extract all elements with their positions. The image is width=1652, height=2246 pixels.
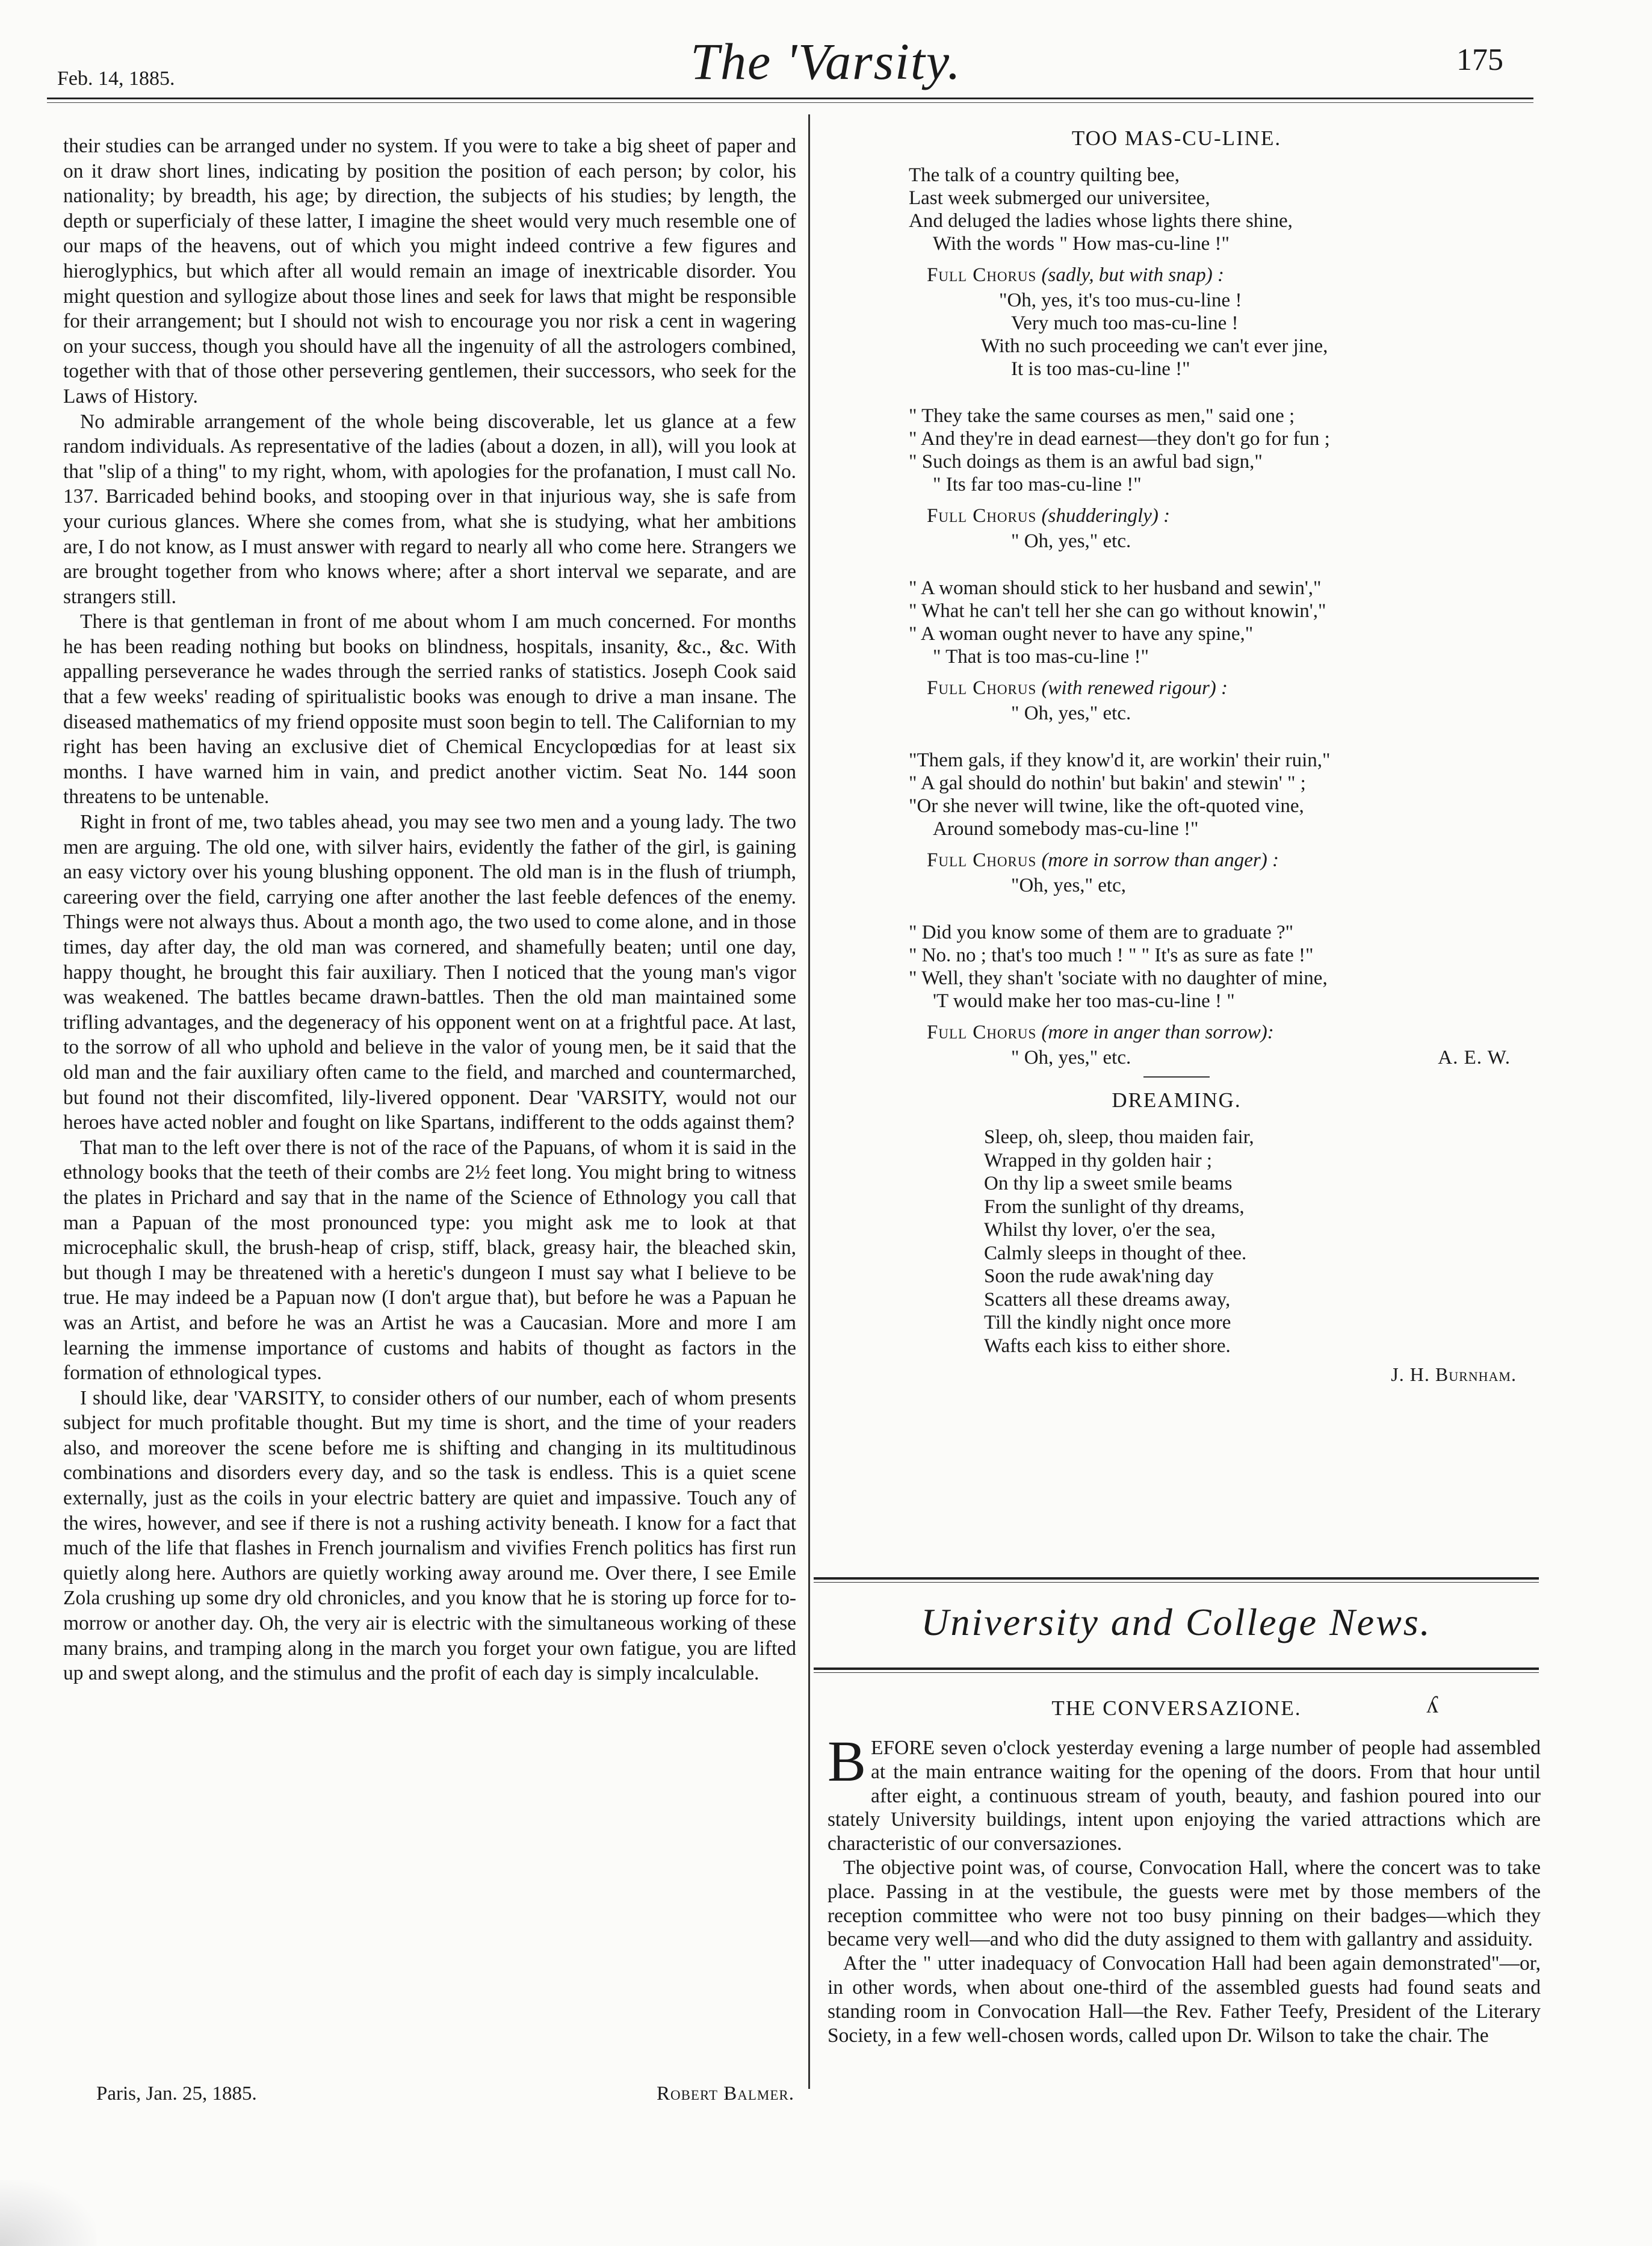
poem-line: " Did you know some of them are to graduate ?": [909, 922, 1294, 943]
check-mark-icon: ʎ: [1426, 1691, 1438, 1718]
chorus-direction: (more in anger than sorrow):: [1041, 1022, 1274, 1043]
paper-wear-mark: [0, 2180, 96, 2246]
poem-line: " A gal should do nothin' but bakin' and stewin' " ;: [909, 772, 1306, 794]
section-rule-bottom: [814, 1667, 1539, 1670]
poem-line: The talk of a country quilting bee,: [909, 164, 1180, 186]
poem-line: Till the kindly night once more: [984, 1312, 1231, 1333]
chorus-heading: [927, 849, 1535, 872]
chorus-heading: [927, 264, 1535, 287]
article-paragraph: The objective point was, of course, Convocation Hall, where the concert was to take place. Passing in at the vestibule, the guests were met by those members of the reception committee who were not too busy pinning on their badges—which they became very well—and who did the duty assigned to them with gallantry and assiduity.: [828, 1856, 1541, 1951]
poem-line: Wafts each kiss to either shore.: [984, 1335, 1231, 1357]
header-rule: [47, 98, 1533, 99]
poem-attribution: J. H. Burnham.: [1391, 1363, 1517, 1385]
poem-line: From the sunlight of thy dreams,: [984, 1196, 1245, 1218]
header-rule-thin: [47, 102, 1533, 103]
chorus-heading: [927, 504, 1535, 527]
chorus-line: "Oh, yes, it's too mus-cu-line !: [999, 290, 1242, 311]
article-paragraph: Right in front of me, two tables ahead, you may see two men and a young lady. The two men are arguing. The old one, with silver hairs, evidently the father of the girl, is gaining an easy victory over his young blushing opponent. The old man is in the flush of triumph, careering over the field, carrying one after another the last feeble defences of the enemy. Things were not always thus. About a month ago, the two used to come alone, and in those times, day after day, the old man was cornered, and shamefully beaten; until one day, happy thought, he brought this fair auxiliary. Then I noticed that the young man's vigor was weakened. The battles became drawn-battles. Then the old man maintained some trifling advantages, and the degeneracy of his opponent went on at a frightful pace. At last, to the sorrow of all who uphold and believe in the valor of young men, be it said that the old man and the fair auxiliary often came to the field, and marched and countermarched, but found not their discomfited, lily-livered opponent. Dear 'VARSITY, would not our heroes have acted nobler and fought on like Spartans, indifferent to the odds against them?: [63, 811, 796, 1134]
poem-line: " And they're in dead earnest—they don't go for fun ;: [909, 428, 1330, 450]
chorus-line: [909, 1046, 1535, 1069]
chorus-line: It is too mas-cu-line !": [1011, 358, 1190, 380]
article-paragraph: That man to the left over there is not of the race of the Papuans, of whom it is said in the ethnology books that the teeth of their combs are 2½ feet long. You might bring to witness the plates in Prichard and say that in the name of the Science of Ethnology you call that man a Papuan of the most pronounced type: you might ask me to look at that microcephalic skull, the brush-heap of crisp, stiff, black, greasy hair, the bleached skin, but though I may be threatened with a heretic's dungeon I must say what I believe to be true. He may indeed be a Papuan now (I don't argue that), but before he was a Papuan he was an Artist, and before he was an Artist he was a Caucasian. More and more I am learning the immense importance of customs and habits of thought as factors in the formation of ethnological types.: [63, 1136, 796, 1385]
poem-line: 'T would make her too mas-cu-line ! ": [933, 990, 1235, 1012]
article-paragraph: their studies can be arranged under no system. If you were to take a big sheet of paper and on it draw short lines, indicating by position the position of each person; by color, his nationality; by breadth, his age; by direction, the subjects of his studies; by length, the depth or superficialy of these latter, I imagine the sheet would very much resemble one of our maps of the heavens, out of which you might indeed contrive a few figures and hieroglyphics, but which after all would remain an image of inextricable disorder. You might question and syllogize about those lines and seek for laws that might be responsible for their arrangement; but I should not wish to encourage you nor risk a cent in wagering on your success, though you should have all the ingenuity of all the astrologers combined, together with that of those other persevering gentlemen, their successors, who seek for the Laws of History.: [63, 135, 796, 408]
masthead-title: The 'Varsity.: [690, 33, 962, 90]
poem-line: Soon the rude awak'ning day: [984, 1265, 1214, 1287]
poem-title: TOO MAS-CU-LINE.: [1071, 126, 1282, 150]
chorus-direction: (sadly, but with snap) :: [1041, 264, 1224, 286]
section-rule-top: [814, 1577, 1539, 1580]
chorus-label: Full Chorus: [927, 1022, 1037, 1043]
chorus-label: Full Chorus: [927, 677, 1037, 699]
chorus-line: " Oh, yes," etc.: [1011, 530, 1131, 552]
chorus-line: " Oh, yes," etc.: [1011, 703, 1131, 724]
poem-line: "Them gals, if they know'd it, are workin' their ruin,": [909, 749, 1331, 771]
poem-line: With the words " How mas-cu-line !": [933, 233, 1230, 255]
page-number: 175: [1456, 43, 1503, 77]
issue-date: Feb. 14, 1885.: [57, 67, 175, 90]
news-article-body: [828, 1729, 1541, 2047]
chorus-line: "Oh, yes," etc,: [1011, 875, 1126, 896]
chorus-label: Full Chorus: [927, 849, 1037, 871]
article-paragraph: I should like, dear 'VARSITY, to consider others of our number, each of whom presents subject for much profitable thought. But my time is short, and the time of your readers also, and moreover the scene before me is shifting and changing in its multitudinous combinations and disorders every day, and so the task is endless. This is a quiet scene externally, just as the coils in your electric battery are quiet and impassive. Touch any of the wires, however, and see if there is not a rushing activity beneath. I know for a fact that much of the life that flashes in French journalism and vivifies French politics has first run quietly along here. Authors are quietly working away around me. Over there, I see Emile Zola crushing up some dry old chronicles, and you know that he is storing up force for to-morrow or another day. Oh, the very air is electric with the simultaneous working of these many brains, and tramping along in the march you forget your own fatigue, you are lifted up and swept along, and the stimulus and the profit of each day is simply incalculable.: [63, 1386, 796, 1685]
article-paragraph: No admirable arrangement of the whole being discoverable, let us glance at a few random individuals. As representative of the ladies (about a dozen, in all), will you look at that "slip of a thing" to my right, whom, with apologies for the profanation, I must call No. 137. Barricaded behind books, and stooping over in that injurious way, she is safe from your curious glances. Where she comes from, what she is studying, what her ambitions are, I do not know, as I must answer with regard to nearly all who come here. Strangers we are brought together from who knows where; after a short interval we separate, and are strangers still.: [63, 410, 796, 608]
poem-line: " What he can't tell her she can go without knowin',": [909, 600, 1326, 622]
signature-author: Robert Balmer.: [656, 2083, 794, 2105]
poem-line: " A woman ought never to have any spine,": [909, 623, 1254, 645]
poem-line: Calmly sleeps in thought of thee.: [984, 1242, 1247, 1264]
poem-line: On thy lip a sweet smile beams: [984, 1173, 1233, 1194]
poem-too-masculine: [909, 164, 1535, 1069]
section-heading: University and College News.: [921, 1601, 1432, 1643]
poem-line: "Or she never will twine, like the oft-quoted vine,: [909, 795, 1304, 817]
poem-line: Around somebody mas-cu-line !": [933, 818, 1199, 840]
chorus-label: Full Chorus: [927, 505, 1037, 527]
chorus-line: Very much too mas-cu-line !: [1011, 312, 1239, 334]
section-rule-top-thin: [814, 1582, 1539, 1583]
poem-line: " A woman should stick to her husband and sewin',": [909, 577, 1322, 599]
poem-line: " Its far too mas-cu-line !": [933, 474, 1142, 495]
chorus-direction: (with renewed rigour) :: [1041, 677, 1228, 699]
poem-separator: [1143, 1076, 1210, 1078]
article-paragraph: There is that gentleman in front of me about whom I am much concerned. For months he has been reading nothing but books on blindness, hospitals, insanity, &c., &c. With appalling perseverance he wades through the serried ranks of statistics. Joseph Cook said that a few weeks' reading of spiritualistic books was enough to drive a man insane. The diseased mathematics of my friend opposite must soon begin to tell. The Californian to my right has been having an exclusive diet of Chemical Encyclopœdias for at least six months. I have warned him in vain, and predict another victim. Seat No. 144 soon threatens to be untenable.: [63, 610, 796, 808]
poem-line: Wrapped in thy golden hair ;: [984, 1149, 1212, 1171]
poem-attribution: A. E. W.: [1438, 1047, 1511, 1069]
section-rule-bottom-thin: [814, 1672, 1539, 1673]
poem-line: " No. no ; that's too much ! " " It's as sure as fate !": [909, 945, 1314, 966]
poem-line: Whilst thy lover, o'er the sea,: [984, 1219, 1216, 1241]
chorus-label: Full Chorus: [927, 264, 1037, 286]
right-column-poems: [818, 126, 1535, 1386]
signature-place-date: Paris, Jan. 25, 1885.: [96, 2083, 257, 2105]
poem-line: Scatters all these dreams away,: [984, 1288, 1231, 1311]
poem-line: And deluged the ladies whose lights there shine,: [909, 210, 1293, 232]
drop-cap: B: [828, 1729, 867, 1793]
article-paragraph: After the " utter inadequacy of Convocation Hall had been again demonstrated"—or, in other words, when about one-third of the assembled guests had found seats and standing room in Convocation Hall—the Rev. Father Teefy, President of the Literary Society, in a few well-chosen words, called upon Dr. Wilson to take the chair. The: [828, 1952, 1541, 2047]
poem-line: Last week submerged our universitee,: [909, 187, 1210, 209]
paragraph-text: EFORE seven o'clock yesterday evening a large number of people had assembled at the main entrance waiting for the opening of the doors. From that hour until after eight, a continuous stream of youth, beauty, and fashion poured into our stately University buildings, intent upon enjoying the varied attractions which are characteristic of our conversaziones.: [828, 1737, 1541, 1855]
poem-line: " Such doings as them is an awful bad sign,": [909, 451, 1263, 473]
article-paragraph: [828, 1729, 1541, 1856]
poem-line: " Well, they shan't 'sociate with no daughter of mine,: [909, 967, 1328, 989]
chorus-line-text: " Oh, yes," etc.: [1011, 1047, 1131, 1069]
poem-line: " That is too mas-cu-line !": [933, 646, 1149, 668]
poem-line: " They take the same courses as men," said one ;: [909, 405, 1295, 427]
poem-line: Sleep, oh, sleep, thou maiden fair,: [984, 1126, 1254, 1148]
chorus-heading: [927, 677, 1535, 700]
news-article-title: THE CONVERSAZIONE.: [1051, 1696, 1302, 1720]
poem-title: DREAMING.: [1112, 1088, 1242, 1112]
chorus-direction: (more in sorrow than anger) :: [1041, 849, 1279, 871]
chorus-line: With no such proceeding we can't ever jine,: [981, 335, 1328, 357]
column-divider: [808, 114, 810, 2089]
left-column-article: [63, 134, 796, 1686]
chorus-direction: (shudderingly) :: [1041, 505, 1171, 527]
chorus-heading: [927, 1021, 1535, 1044]
poem-dreaming: [984, 1126, 1535, 1357]
